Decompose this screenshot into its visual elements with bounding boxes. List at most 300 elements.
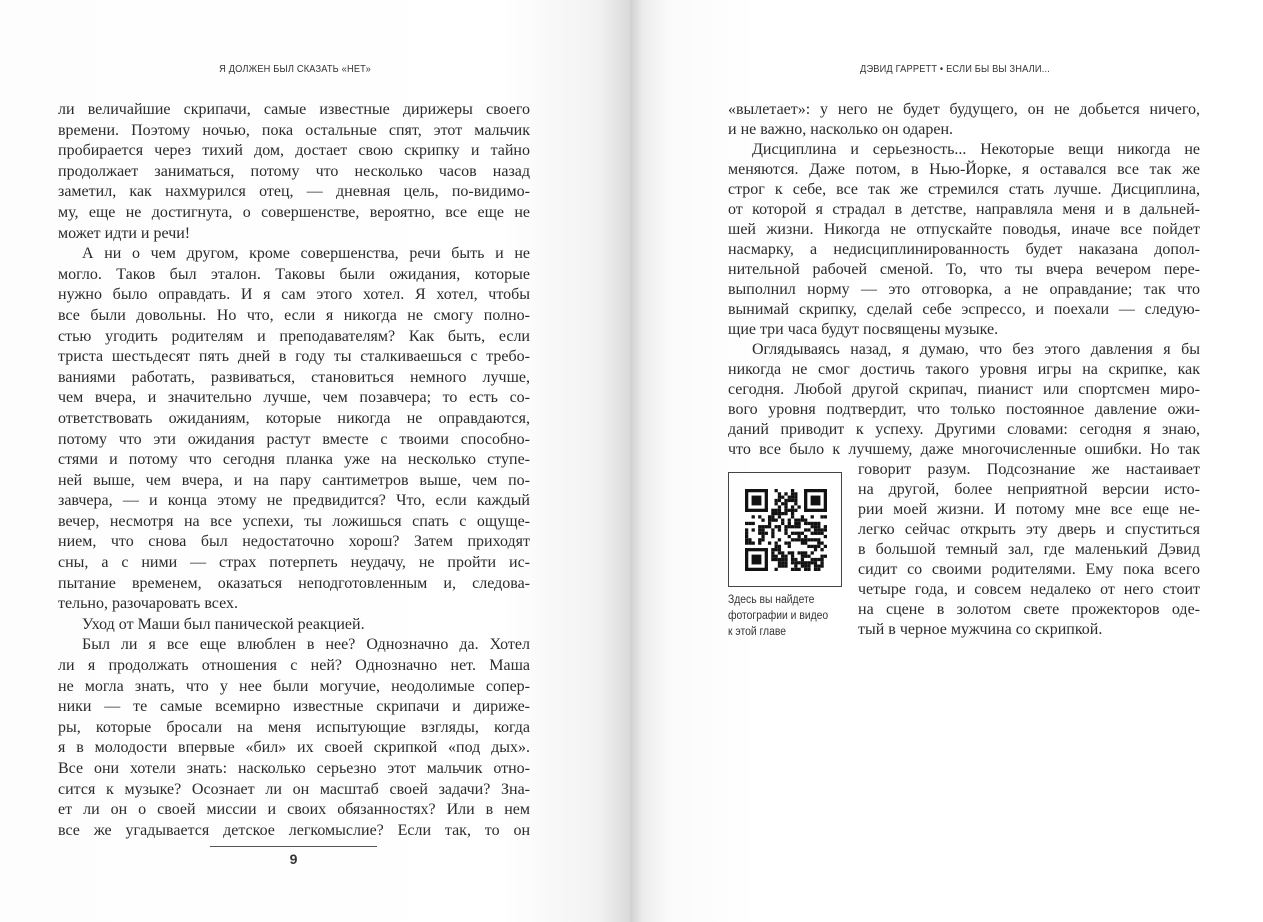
qr-module xyxy=(745,489,748,512)
page-number: 9 xyxy=(289,851,298,867)
qr-module xyxy=(801,538,804,541)
text-line: стями и потому что сегодня планка уже на несколько ступе- xyxy=(58,451,530,469)
qr-module xyxy=(814,522,817,525)
qr-module xyxy=(788,541,791,544)
qr-module xyxy=(814,548,817,551)
qr-module xyxy=(784,492,787,495)
qr-module xyxy=(788,551,791,554)
qr-module xyxy=(781,512,784,515)
text-line: легко сейчас открыть эту дверь и спуститься xyxy=(858,521,1200,538)
qr-module xyxy=(794,522,797,525)
qr-module xyxy=(781,561,784,564)
qr-module xyxy=(807,555,810,558)
qr-module xyxy=(794,496,797,499)
text-line: нием, что снова был недостаточно хорош? Затем приходят xyxy=(58,533,530,551)
text-line: я в молодости впервые «бил» их своей скрипкой «под дых». xyxy=(58,739,530,757)
qr-module xyxy=(768,515,771,518)
qr-module xyxy=(784,558,787,561)
qr-module xyxy=(784,499,787,502)
text-line: триста шестьдесят пять дней в году ты сталкиваешься с требо- xyxy=(58,348,530,366)
qr-module xyxy=(804,541,807,544)
left-page xyxy=(0,0,630,922)
qr-module xyxy=(820,555,823,558)
qr-module xyxy=(807,545,810,548)
page-number-rule xyxy=(210,846,377,847)
text-line: времени. Поэтому ночью, пока остальные спят, этот мальчик xyxy=(58,121,530,139)
qr-module xyxy=(794,499,797,502)
qr-module xyxy=(745,548,748,571)
text-line: ры, которые бросали на меня испытующие взгляды, когда xyxy=(58,718,530,736)
qr-module xyxy=(797,551,800,554)
text-line: Уход от Маши был панической реакцией. xyxy=(82,615,365,633)
qr-module xyxy=(778,492,781,495)
qr-module xyxy=(778,505,781,508)
qr-module xyxy=(814,545,817,548)
qr-module xyxy=(791,555,794,558)
text-line: все же угадывается детское легкомыслие? Если так, то он xyxy=(58,821,530,839)
qr-module xyxy=(791,568,794,571)
qr-module xyxy=(791,509,794,512)
qr-module xyxy=(804,551,807,554)
text-line: «вылетает»: у него не будет будущего, он не добьется ничего, xyxy=(728,101,1200,118)
text-line: нужно было оправдать. И я сам этого хотел. Я хотел, чтобы xyxy=(58,286,530,304)
qr-module xyxy=(778,496,781,499)
qr-module xyxy=(807,564,810,567)
qr-module xyxy=(801,561,804,564)
qr-module xyxy=(758,538,761,541)
qr-module xyxy=(771,515,774,518)
qr-module xyxy=(824,515,827,518)
qr-module xyxy=(794,519,797,522)
text-line: насмарку, а недисциплинированность будет наказана допол- xyxy=(728,241,1200,258)
text-line: ней выше, чем вчера, и на пару сантиметров выше, чем по- xyxy=(58,471,530,489)
qr-module xyxy=(765,489,768,512)
text-line: не могла знать, что у нее были могучие, неодолимые сопер- xyxy=(58,677,530,695)
qr-module xyxy=(794,532,797,535)
qr-module xyxy=(814,564,817,567)
qr-module xyxy=(778,528,781,531)
qr-module xyxy=(791,561,794,564)
qr-module xyxy=(801,551,804,554)
text-line: Дисциплина и серьезность... Некоторые вещи никогда не xyxy=(752,141,1200,158)
text-line: в большой темный зал, где маленький Дэвид xyxy=(858,541,1200,558)
qr-module xyxy=(811,558,814,561)
text-line: вынимай скрипку, сделай себе эспрессо, и поехали — следую- xyxy=(728,301,1200,318)
qr-module xyxy=(817,525,820,528)
qr-module xyxy=(804,535,807,538)
qr-module xyxy=(745,548,768,551)
qr-module xyxy=(775,568,778,571)
body-text xyxy=(58,100,530,841)
qr-module xyxy=(817,532,820,535)
text-line: нительной рабочей сменой. То, что ты вчера вечером пере- xyxy=(728,261,1200,278)
running-head: Я ДОЛЖЕН БЫЛ СКАЗАТЬ «НЕТ» xyxy=(219,63,371,75)
qr-module xyxy=(797,532,800,535)
qr-module xyxy=(778,558,781,561)
qr-module xyxy=(768,525,771,528)
qr-module xyxy=(804,538,807,541)
qr-module xyxy=(817,568,820,571)
text-line: ники — те самые всемирно известные скрипачи и дириже- xyxy=(58,698,530,716)
qr-module xyxy=(791,515,794,518)
paragraph xyxy=(728,100,1200,140)
qr-module xyxy=(820,561,823,564)
text-line: тельно, разочаровать всех. xyxy=(58,595,238,613)
qr-module xyxy=(778,515,781,518)
qr-module xyxy=(801,564,804,567)
paragraph xyxy=(58,615,530,636)
qr-module xyxy=(771,512,774,515)
qr-module xyxy=(784,525,787,528)
qr-module xyxy=(775,502,778,505)
qr-module xyxy=(745,532,748,535)
qr-module xyxy=(811,525,814,528)
qr-module xyxy=(788,545,791,548)
text-line: сны, а с ними — страх потерпеть неудачу, не пройти ис- xyxy=(58,554,530,572)
text-line: заметил, как нахмурился отец, — дневная цель, по-видимо- xyxy=(58,183,530,201)
qr-module xyxy=(771,532,774,535)
qr-module xyxy=(752,522,755,525)
text-line: на другой, более неприятной версии исто- xyxy=(858,481,1200,498)
qr-module xyxy=(820,515,823,518)
qr-module xyxy=(788,499,791,502)
qr-module xyxy=(801,555,804,558)
qr-caption xyxy=(728,592,841,640)
qr-module xyxy=(778,512,781,515)
qr-module xyxy=(784,555,787,558)
qr-module xyxy=(794,568,797,571)
qr-module xyxy=(817,528,820,531)
qr-module xyxy=(801,532,804,535)
text-line: вого уровня подтвердит, что только постоянное давление ожи- xyxy=(728,401,1200,418)
qr-module xyxy=(781,558,784,561)
qr-module xyxy=(811,545,814,548)
qr-module xyxy=(791,496,794,499)
paragraph xyxy=(728,140,1200,340)
qr-code[interactable] xyxy=(728,472,842,587)
qr-module xyxy=(761,528,764,531)
qr-module xyxy=(817,522,820,525)
qr-module xyxy=(748,522,751,525)
qr-module xyxy=(784,532,787,535)
qr-module xyxy=(771,551,774,554)
qr-module xyxy=(784,505,787,508)
qr-module xyxy=(820,564,823,567)
qr-module xyxy=(784,509,787,512)
qr-module xyxy=(761,538,764,541)
text-line: пробирается через тихий дом, достает свою скрипку и тайно xyxy=(58,142,530,160)
qr-module xyxy=(814,538,817,541)
text-line: от которой я страдал в детстве, направляла меня и в дальней- xyxy=(728,201,1200,218)
qr-module xyxy=(784,561,787,564)
qr-module xyxy=(814,532,817,535)
text-line: на сцене в золотом свете прожекторов оде- xyxy=(858,601,1200,618)
qr-module xyxy=(775,545,778,548)
qr-module xyxy=(745,489,768,492)
qr-caption-line: фотографии и видео xyxy=(728,610,829,622)
qr-module xyxy=(807,522,810,525)
text-line: что все было к лучшему, даже многочисленные ошибки. Но так xyxy=(728,441,1200,458)
qr-module xyxy=(778,551,781,554)
qr-caption-line: Здесь вы найдете xyxy=(728,594,815,606)
qr-module xyxy=(745,535,748,538)
qr-module xyxy=(771,528,774,531)
qr-module xyxy=(824,555,827,558)
qr-module xyxy=(791,489,794,492)
qr-module xyxy=(791,558,794,561)
qr-module xyxy=(797,561,800,564)
qr-module xyxy=(814,561,817,564)
qr-module xyxy=(748,538,751,541)
qr-module xyxy=(814,525,817,528)
qr-module xyxy=(745,541,748,544)
qr-module xyxy=(775,509,778,512)
qr-module xyxy=(768,519,771,522)
qr-module xyxy=(804,528,807,531)
qr-module xyxy=(778,548,781,551)
qr-module xyxy=(771,558,774,561)
qr-module xyxy=(768,522,771,525)
qr-module xyxy=(791,492,794,495)
qr-module xyxy=(804,489,807,512)
qr-module xyxy=(791,525,794,528)
qr-module xyxy=(758,525,761,528)
qr-module xyxy=(781,519,784,522)
qr-module xyxy=(745,522,748,525)
qr-module xyxy=(788,519,791,522)
qr-module xyxy=(811,551,814,554)
text-line: говорит разум. Подсознание же настаивает xyxy=(858,461,1200,478)
text-line: рии моей жизни. И потому мне все еще не- xyxy=(858,501,1200,518)
qr-module xyxy=(824,528,827,531)
qr-module xyxy=(804,555,807,558)
qr-module xyxy=(791,499,794,502)
text-line: Оглядываясь назад, я думаю, что без этого давления я бы xyxy=(752,341,1200,358)
text-line: выполнил норму — это отговорка, а не оправдание; так что xyxy=(728,281,1200,298)
text-line: ли величайшие скрипачи, самые известные дирижеры своего xyxy=(58,101,530,118)
qr-module xyxy=(794,502,797,505)
qr-module xyxy=(784,564,787,567)
text-line: му, еще не достигнута, о совершенстве, вероятно, все еще не xyxy=(58,203,530,221)
qr-module xyxy=(778,545,781,548)
paragraph xyxy=(58,244,530,615)
qr-module xyxy=(752,496,762,506)
qr-module xyxy=(745,528,748,531)
text-line: все были довольны. Но что, если я никогда не смогу полно- xyxy=(58,306,530,324)
qr-module xyxy=(794,561,797,564)
qr-module xyxy=(801,519,804,522)
qr-module xyxy=(791,505,794,508)
qr-module xyxy=(797,519,800,522)
qr-module xyxy=(761,519,764,522)
text-line: ваниями работать, развиваться, становиться немного лучше, xyxy=(58,368,530,386)
qr-module xyxy=(765,525,768,528)
paragraph xyxy=(58,635,530,841)
text-line: сится к музыке? Осознает ли он масштаб своей задачи? Зна- xyxy=(58,780,530,798)
qr-module xyxy=(775,558,778,561)
text-line: стью угодить родителям и преподавателям? Как быть, если xyxy=(58,327,530,345)
qr-module xyxy=(745,568,768,571)
qr-module xyxy=(794,558,797,561)
text-line: и не важно, насколько он одарен. xyxy=(728,121,954,138)
right-page xyxy=(630,0,1263,922)
running-head: ДЭВИД ГАРРЕТТ • ЕСЛИ БЫ ВЫ ЗНАЛИ... xyxy=(860,63,1050,75)
qr-module xyxy=(811,532,814,535)
qr-module xyxy=(807,561,810,564)
qr-caption-line: к этой главе xyxy=(728,626,786,638)
qr-module xyxy=(797,522,800,525)
qr-module xyxy=(784,512,787,515)
text-line: щие три часа будут посвящены музыке. xyxy=(728,321,999,338)
qr-module xyxy=(748,541,751,544)
text-line: шей жизни. Никогда не отпускайте поводья, иначе все пойдет xyxy=(728,221,1200,238)
qr-module xyxy=(788,522,791,525)
qr-module xyxy=(794,509,797,512)
qr-module xyxy=(824,545,827,548)
qr-module xyxy=(761,525,764,528)
qr-module xyxy=(771,548,774,551)
qr-module xyxy=(820,532,823,535)
qr-module xyxy=(797,505,800,508)
qr-module xyxy=(761,535,764,538)
qr-module xyxy=(814,528,817,531)
paragraph xyxy=(58,100,530,244)
qr-module xyxy=(791,532,794,535)
qr-module xyxy=(775,519,778,522)
qr-module xyxy=(804,564,807,567)
qr-module xyxy=(804,522,807,525)
qr-module xyxy=(791,512,794,515)
qr-module xyxy=(820,541,823,544)
qr-module xyxy=(804,489,827,492)
text-line: чем вчера, и значительно лучше, чем позавчера; то есть со- xyxy=(58,389,530,407)
text-line: могло. Таков был эталон. Таковы были ожидания, которые xyxy=(58,265,530,283)
qr-module xyxy=(824,525,827,528)
qr-module xyxy=(752,541,755,544)
qr-module xyxy=(804,519,807,522)
text-line: ет ли он о своей миссии и своих обязанностях? Или в нем xyxy=(58,801,530,819)
qr-module xyxy=(771,555,774,558)
qr-module xyxy=(775,548,778,551)
qr-module xyxy=(797,535,800,538)
qr-module xyxy=(791,551,794,554)
qr-module xyxy=(781,496,784,499)
qr-module xyxy=(817,558,820,561)
qr-module xyxy=(788,509,791,512)
qr-module xyxy=(807,568,810,571)
qr-module xyxy=(814,558,817,561)
qr-module xyxy=(811,538,814,541)
qr-module xyxy=(784,528,787,531)
qr-module xyxy=(784,502,787,505)
qr-module xyxy=(778,499,781,502)
text-line: ответствовать ожиданиям, которые никогда не оправдаются, xyxy=(58,409,530,427)
qr-module xyxy=(794,492,797,495)
text-line: четыре года, и совсем недалеко от него стоит xyxy=(858,581,1200,598)
qr-module xyxy=(781,551,784,554)
qr-module xyxy=(801,515,804,518)
qr-module xyxy=(820,528,823,531)
qr-module xyxy=(771,535,774,538)
qr-module xyxy=(758,532,761,535)
text-line: завчера, — и конца этому не предвидится? Что, если каждый xyxy=(58,492,530,510)
qr-module xyxy=(758,528,761,531)
qr-module xyxy=(811,515,814,518)
text-line: А ни о чем другом, кроме совершенства, речи быть и не xyxy=(82,245,530,263)
qr-module xyxy=(791,538,794,541)
qr-module xyxy=(820,548,823,551)
qr-module xyxy=(781,502,784,505)
qr-module xyxy=(768,541,771,544)
qr-module xyxy=(817,538,820,541)
qr-module xyxy=(784,541,787,544)
qr-module xyxy=(801,541,804,544)
qr-module xyxy=(801,558,804,561)
qr-module xyxy=(804,509,827,512)
qr-module xyxy=(814,568,817,571)
text-line: может идти и речи! xyxy=(58,224,191,242)
qr-module xyxy=(771,519,774,522)
text-line: никогда не смог достичь такого уровня игры на скрипке, как xyxy=(728,361,1200,378)
qr-module xyxy=(775,512,778,515)
text-line: тый в черное мужчина со скрипкой. xyxy=(858,621,1103,638)
qr-module xyxy=(807,528,810,531)
qr-module xyxy=(745,538,748,541)
qr-module xyxy=(778,509,781,512)
text-line: меняются. Даже потом, в Нью-Йорке, я оставался все так же xyxy=(728,161,1200,178)
qr-module xyxy=(797,525,800,528)
qr-module xyxy=(752,528,755,531)
qr-module xyxy=(752,555,762,565)
text-line: ли я продолжать отношения с ней? Однозначно нет. Маша xyxy=(58,657,530,675)
text-line: строг к себе, все так же стремился стать лучше. Дисциплина, xyxy=(728,181,1200,198)
qr-module xyxy=(788,525,791,528)
qr-module xyxy=(804,561,807,564)
text-line: вечер, несмотря на все успехи, ты ложишься спать с ощуще- xyxy=(58,512,530,530)
text-line: сидит со своими родителями. Ему пока всего xyxy=(858,561,1200,578)
text-line: продолжает заниматься, потому что несколько часов назад xyxy=(58,162,530,180)
qr-module xyxy=(775,499,778,502)
qr-module xyxy=(771,509,774,512)
qr-module xyxy=(765,548,768,571)
qr-module xyxy=(758,515,761,518)
qr-module xyxy=(781,555,784,558)
qr-module xyxy=(788,535,791,538)
qr-module xyxy=(797,538,800,541)
qr-module xyxy=(811,561,814,564)
qr-module xyxy=(781,564,784,567)
qr-module xyxy=(817,541,820,544)
qr-module xyxy=(788,496,791,499)
qr-module xyxy=(811,496,821,506)
qr-module xyxy=(794,525,797,528)
qr-module xyxy=(758,541,761,544)
qr-module xyxy=(807,538,810,541)
qr-module xyxy=(820,558,823,561)
qr-module xyxy=(778,538,781,541)
qr-module xyxy=(765,532,768,535)
text-line: Был ли я все еще влюблен в нее? Однозначно да. Хотел xyxy=(82,636,530,654)
qr-module xyxy=(778,561,781,564)
qr-module xyxy=(745,509,768,512)
qr-module xyxy=(804,568,807,571)
qr-module xyxy=(824,489,827,512)
text-line: пытание временем, оказаться неподготовленным и, следова- xyxy=(58,574,530,592)
qr-module xyxy=(781,522,784,525)
qr-module xyxy=(752,515,755,518)
qr-module xyxy=(761,532,764,535)
qr-module xyxy=(811,522,814,525)
